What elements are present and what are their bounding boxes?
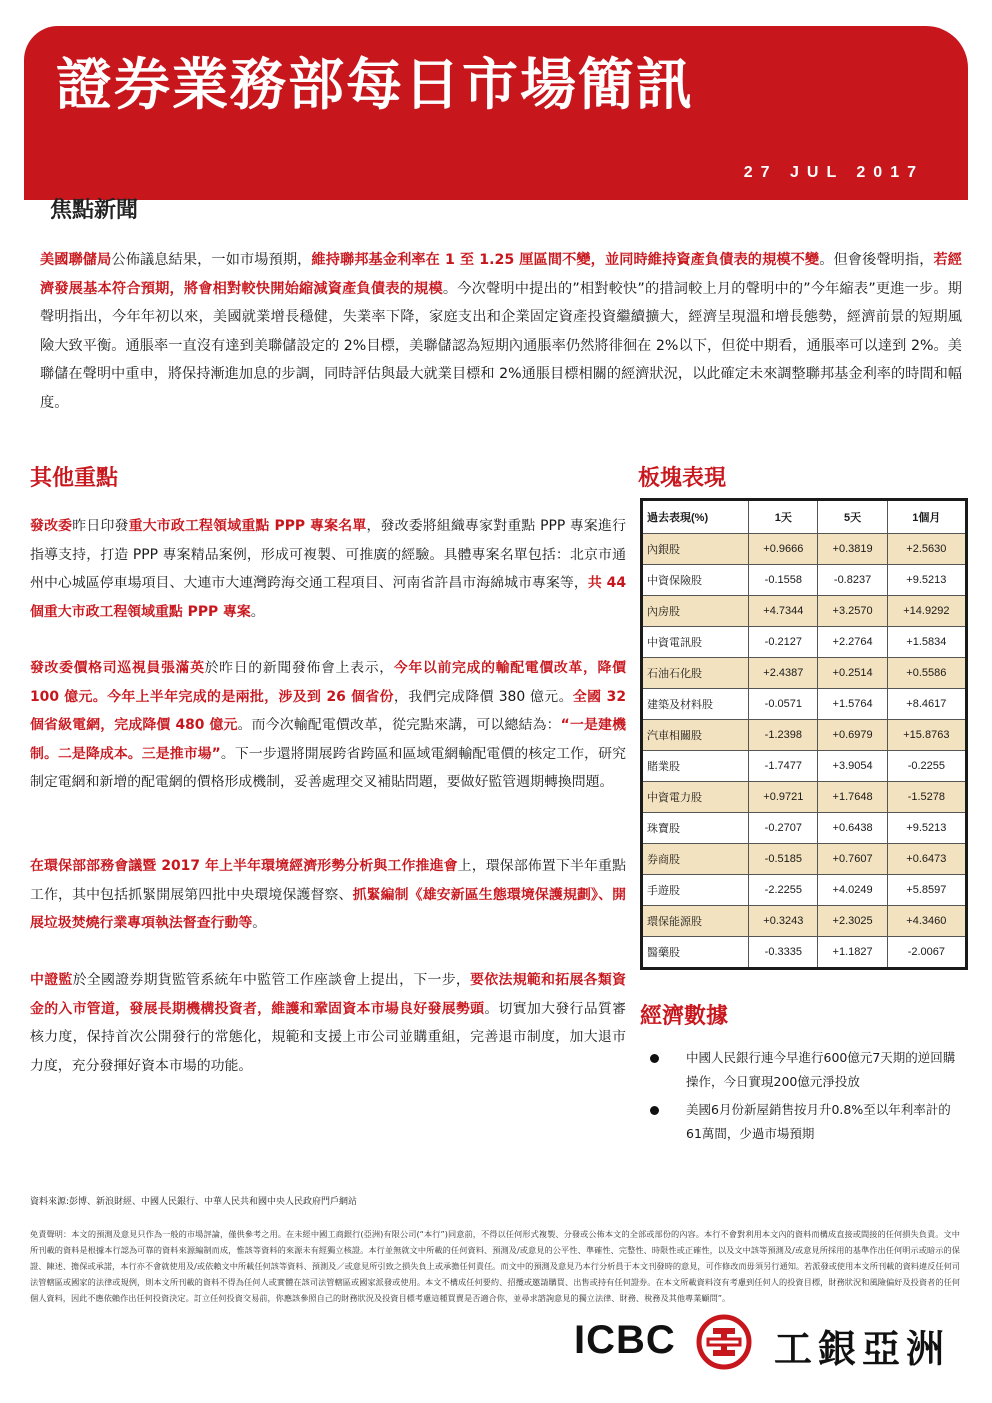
five-day-cell: +0.2514 — [818, 658, 887, 689]
one-day-cell: +0.9666 — [749, 534, 818, 565]
highlight-text: 維持聯邦基金利率在 1 至 1.25 厘區間不變，並同時維持資產負債表的規模不變 — [311, 252, 820, 268]
five-day-cell: +0.3819 — [818, 534, 887, 565]
one-month-cell: +9.5213 — [887, 813, 966, 844]
table-row — [642, 813, 967, 844]
body-text: 於全國證券期貨監管系統年中監管工作座談會上提出，下一步， — [72, 972, 471, 988]
highlight-paragraph — [30, 512, 626, 626]
highlight-text: 要依法規範和拓展各類資金的入市管道，發展長期機構投資者，維護和鞏固資本市場良好發展勢頭 — [30, 972, 626, 1017]
body-text: 於昨日的新聞發佈會上表示， — [204, 660, 394, 676]
disclaimer-text: 免責聲明：本文的預測及意見只作為一般的市場評論，僅供參考之用。在未經中國工商銀行(亞洲)有限公司(“本行”)同意前，不得以任何形式複製、分發或公佈本文的全部或部份的內容。本行不會對利用本文內的資料而構成直接或間接的任何損失負責。文中所刊載的資料是根據本行認為可靠的資料來源編制而成，惟該等資料的來源未有經獨立核證。本行並無就文中所載的任何資料、預測及/或意見的公平性、準確性、完整性、時限性或正確性，以及文中該等預測及/或意見所採用的基準作出任何明示或暗示的保證、陳述、擔保或承諾，本行亦不會就使用及/或依賴文中所載任何該等資料、預測及／或意見所引致之損失負上或承擔任何責任。而文中的預測及意見乃本行分析員于本文刊發時的意見，可作修改而毋須另行通知。若派發或使用本文所刊載的資料違反任何司法管轄區或國家的法律或規例，則本文所刊載的資料不得為任何人或實體在該司法管轄區或國家派發或使用。本文不構成任何要約、招攬或邀請購買、出售或持有任何證券。在本文所載資料沒有考慮到任何人的投資目標，財務狀況和風險偏好及投資者的任何個人資料，因此不應依賴作出任何投資決定。訂立任何投資交易前，你應該參照自己的財務狀況及投資目標考慮這種買賣是否適合你，並尋求諮詢意見的獨立法律、財務、稅務及其他專業顧問”。 — [30, 1229, 960, 1303]
one-month-cell: +5.8597 — [887, 875, 966, 906]
sector-name-cell: 醫藥股 — [642, 937, 749, 969]
sector-table-body — [642, 534, 967, 969]
body-text: 。切實加大發行品質審核力度，保持首次公開發行的常態化，規範和支援上市公司並購重組，完善退市制度，加大退市力度，充分發揮好資本市場的功能。 — [30, 1000, 626, 1074]
five-day-cell: +1.1827 — [818, 937, 887, 969]
data-source-note: 資料來源:彭博、新浪財經、中國人民銀行、中華人民共和國中央人民政府門戶網站 — [30, 1197, 358, 1207]
sector-name-cell: 手遊股 — [642, 875, 749, 906]
sector-performance-heading: 板塊表現 — [638, 466, 727, 491]
one-month-cell: +14.9292 — [887, 596, 966, 627]
highlight-text: 抓緊編制《雄安新區生態環境保護規劃》、開展垃圾焚燒行業專項執法督查行動等 — [30, 886, 626, 931]
five-day-cell: -0.8237 — [818, 565, 887, 596]
economic-data-heading: 經濟數據 — [640, 1004, 729, 1029]
masthead-cutout — [24, 200, 968, 222]
one-month-cell: +0.6473 — [887, 844, 966, 875]
focus-news-heading: 焦點新聞 — [50, 198, 139, 223]
sector-name-cell: 建築及材料股 — [642, 689, 749, 720]
economic-data-list — [644, 1046, 964, 1150]
one-day-cell: -0.0571 — [749, 689, 818, 720]
highlight-text: 今年以前完成的輸配電價改革，降價 100 億元。今年上半年完成的是兩批，涉及到 26 個省份 — [30, 660, 626, 705]
one-month-cell: +4.3460 — [887, 906, 966, 937]
highlight-text: 中證監 — [30, 972, 73, 988]
body-text: ，我們完成降價 380 億元。 — [393, 688, 573, 705]
body-text: 公佈議息結果，一如市場預期， — [111, 252, 312, 268]
sector-name-cell: 環保能源股 — [642, 906, 749, 937]
highlight-text: 美國聯儲局 — [40, 252, 112, 268]
sector-name-cell: 中資保險股 — [642, 565, 749, 596]
body-text: 上，環保部佈置下半年重點工作，其中包括抓緊開展第四批中央環境保護督察、 — [30, 858, 626, 903]
sector-performance-table — [640, 498, 968, 970]
table-row — [642, 782, 967, 813]
one-month-cell: +9.5213 — [887, 565, 966, 596]
highlight-text: 發改委 — [30, 518, 73, 534]
one-month-cell: -2.0067 — [887, 937, 966, 969]
five-day-cell: +0.6438 — [818, 813, 887, 844]
table-header-row — [642, 500, 967, 534]
one-day-cell: -1.2398 — [749, 720, 818, 751]
sector-name-cell: 內銀股 — [642, 534, 749, 565]
table-row — [642, 534, 967, 565]
table-row — [642, 627, 967, 658]
body-text: 。而今次輸配電價改革，從完點來講，可以總結為： — [237, 717, 561, 733]
five-day-cell: +2.3025 — [818, 906, 887, 937]
one-month-cell: -1.5278 — [887, 782, 966, 813]
highlight-text: 在環保部部務會議暨 2017 年上半年環境經濟形勢分析與工作推進會 — [30, 858, 458, 874]
one-month-cell: +15.8763 — [887, 720, 966, 751]
icbc-seal-icon — [696, 1314, 752, 1370]
list-item: 美國6月份新屋銷售按月升0.8%至以年利率計的61萬間，少過市場預期 — [644, 1098, 964, 1146]
table-row — [642, 844, 967, 875]
five-day-cell: +1.7648 — [818, 782, 887, 813]
five-day-cell: +0.6979 — [818, 720, 887, 751]
logo-wordmark-zh: 工銀亞洲 — [774, 1327, 951, 1371]
page-title: 證券業務部每日市場簡訊 — [56, 53, 694, 118]
highlight-paragraph — [30, 852, 626, 938]
sector-name-cell: 中資電訊股 — [642, 627, 749, 658]
sector-name-cell: 內房股 — [642, 596, 749, 627]
one-month-cell: +0.5586 — [887, 658, 966, 689]
body-text: 。今次聲明中提出的”相對較快”的措詞較上月的聲明中的”今年縮表”更進一步。期聲明指出，今年年初以來，美國就業增長穩健，失業率下降，家庭支出和企業固定資產投資繼續擴大，經濟呈現溫和增長態勢，經濟前景的短期風險大致平衡。通脹率一直沒有達到美聯儲設定的 2%目標，美聯儲認為短期內通脹率仍然將徘徊在 2%以下，但從中期看，通脹率可以達到 2%。美聯儲在聲明中重申，將保持漸進加息的步調，同時評估與最大就業目標和 2%通脹目標相關的經濟狀況，以此確定未來調整聯邦基金利率的時間和幅度。 — [40, 280, 962, 411]
column-header: 過去表現(%) — [642, 500, 749, 534]
table-row — [642, 906, 967, 937]
other-highlights-heading: 其他重點 — [30, 466, 119, 491]
table-row — [642, 875, 967, 906]
body-text: 。 — [250, 603, 265, 620]
table-row — [642, 937, 967, 969]
body-text: 。下一步還將開展跨省跨區和區域電網輸配電價的核定工作，研究制定電網和新增的配電網的價格形成機制，妥善處理交叉補貼問題，要做好監管週期轉換問題。 — [30, 745, 626, 790]
icbc-asia-logo — [574, 1314, 958, 1374]
list-item: 中國人民銀行連今早進行600億元7天期的逆回購操作，今日實現200億元淨投放 — [644, 1046, 964, 1094]
five-day-cell: +3.2570 — [818, 596, 887, 627]
one-day-cell: -0.1558 — [749, 565, 818, 596]
body-text: 。但會後聲明指， — [819, 252, 934, 268]
column-header: 1個月 — [887, 500, 966, 534]
one-day-cell: -0.5185 — [749, 844, 818, 875]
highlight-text: 重大市政工程領域重點 PPP 專案名單 — [128, 518, 367, 534]
body-text: 昨日印發 — [72, 518, 129, 534]
one-month-cell: +1.5834 — [887, 627, 966, 658]
one-day-cell: +0.9721 — [749, 782, 818, 813]
column-header: 5天 — [818, 500, 887, 534]
five-day-cell: +4.0249 — [818, 875, 887, 906]
one-day-cell: -0.2707 — [749, 813, 818, 844]
table-row — [642, 596, 967, 627]
table-row — [642, 689, 967, 720]
table-row — [642, 751, 967, 782]
one-day-cell: -0.3335 — [749, 937, 818, 969]
sector-name-cell: 賭業股 — [642, 751, 749, 782]
table-row — [642, 658, 967, 689]
one-day-cell: -0.2127 — [749, 627, 818, 658]
highlight-paragraph — [30, 654, 626, 797]
highlight-text: 全國 32 個省級電網，完成降價 480 億元 — [30, 688, 626, 733]
one-day-cell: -2.2255 — [749, 875, 818, 906]
focus-news-body — [40, 246, 962, 417]
one-day-cell: +4.7344 — [749, 596, 818, 627]
one-month-cell: -0.2255 — [887, 751, 966, 782]
sector-name-cell: 中資電力股 — [642, 782, 749, 813]
five-day-cell: +2.2764 — [818, 627, 887, 658]
column-header: 1天 — [749, 500, 818, 534]
highlight-text: 發改委價格司巡視員張滿英 — [30, 660, 205, 676]
table-row — [642, 720, 967, 751]
sector-name-cell: 石油石化股 — [642, 658, 749, 689]
one-day-cell: +2.4387 — [749, 658, 818, 689]
five-day-cell: +0.7607 — [818, 844, 887, 875]
logo-wordmark-en: ICBC — [574, 1318, 676, 1362]
one-month-cell: +8.4617 — [887, 689, 966, 720]
table-row — [642, 565, 967, 596]
sector-name-cell: 汽車相關股 — [642, 720, 749, 751]
body-text: 。 — [252, 915, 267, 931]
five-day-cell: +3.9054 — [818, 751, 887, 782]
sector-name-cell: 券商股 — [642, 844, 749, 875]
highlight-paragraph — [30, 966, 626, 1080]
one-month-cell: +2.5630 — [887, 534, 966, 565]
sector-name-cell: 珠寶股 — [642, 813, 749, 844]
one-day-cell: +0.3243 — [749, 906, 818, 937]
highlight-text: 共 44 個重大市政工程領域重點 PPP 專案 — [30, 575, 626, 620]
highlight-text: “一是建機制。二是降成本。三是推市場” — [30, 717, 626, 762]
body-text: ，發改委將組織專家對重點 PPP 專案進行指導支持，打造 PPP 專案精品案例，形成可複製、可推廣的經驗。具體專案名單包括：北京市通州中心城區停車場項目、大連市大連灣跨海交通工程項目、河南省許昌市海綿城市專案等， — [30, 518, 626, 591]
highlight-text: 若經濟發展基本符合預期，將會相對較快開始縮減資產負債表的規模 — [40, 252, 962, 297]
five-day-cell: +1.5764 — [818, 689, 887, 720]
one-day-cell: -1.7477 — [749, 751, 818, 782]
issue-date: 27 JUL 2017 — [743, 164, 924, 181]
masthead — [24, 26, 968, 222]
